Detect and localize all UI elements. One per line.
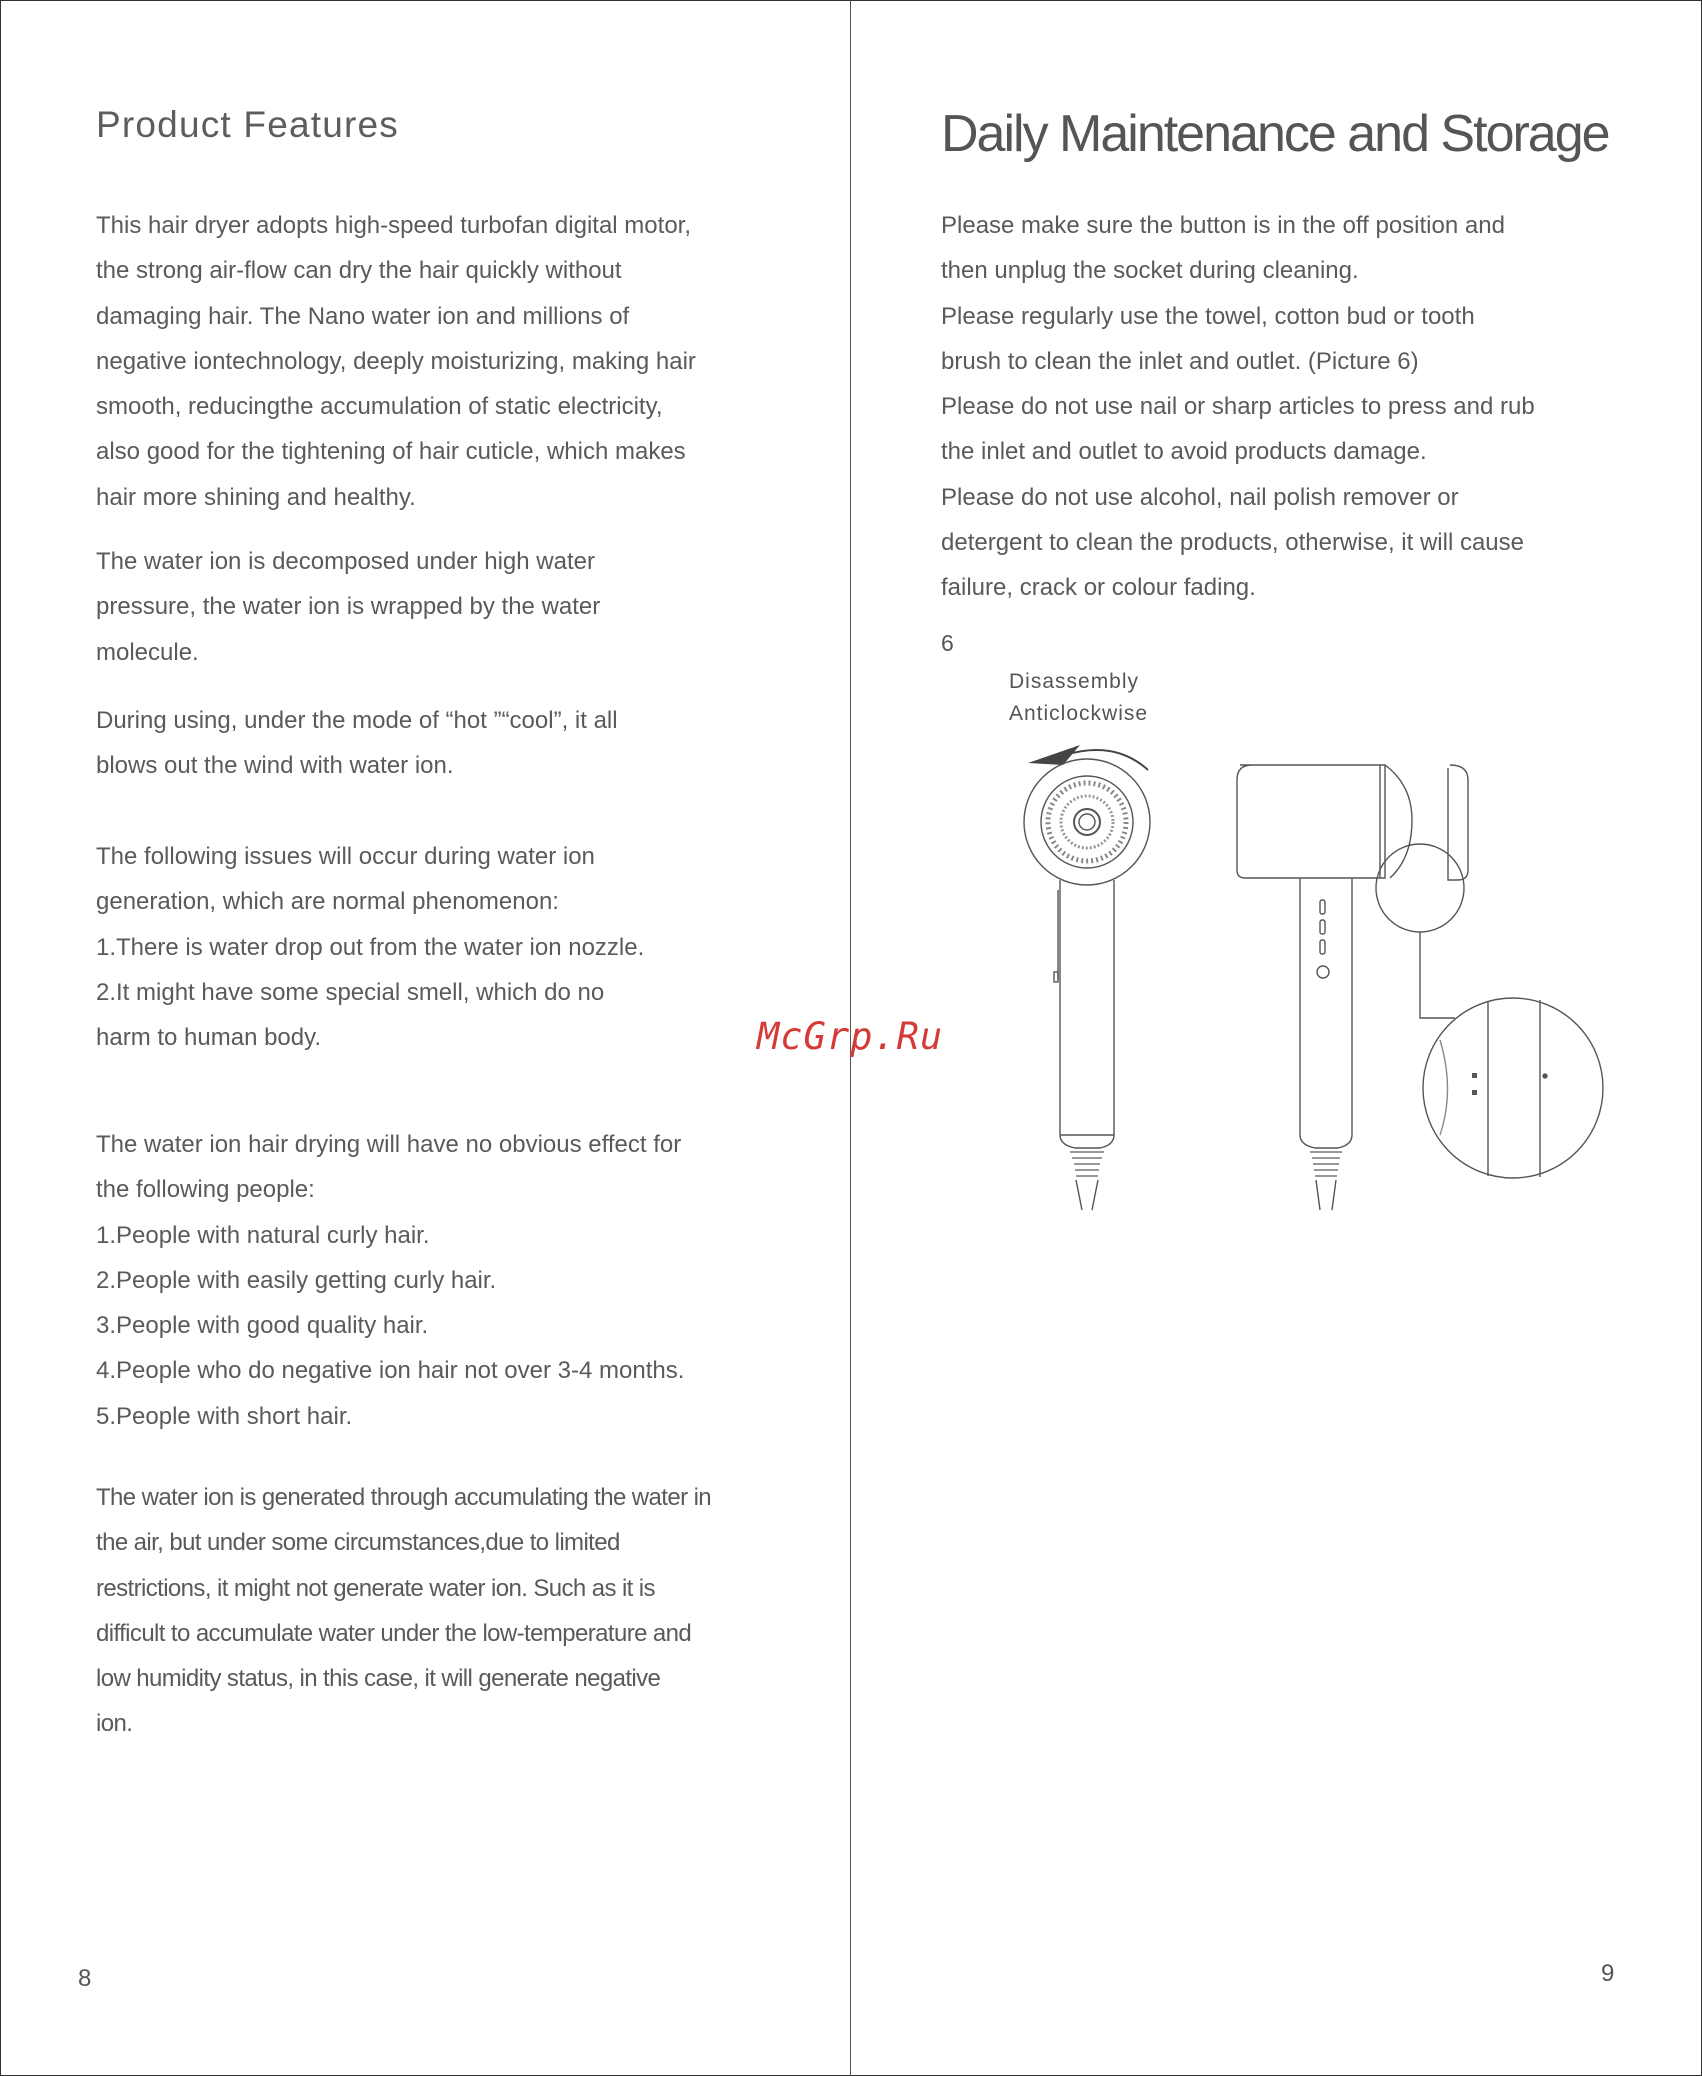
text-line: detergent to clean the products, otherwise, it will cause — [941, 529, 1524, 557]
text-line: then unplug the socket during cleaning. — [941, 257, 1359, 285]
list-item: 1.There is water drop out from the water ion nozzle. — [96, 933, 645, 961]
text-line: brush to clean the inlet and outlet. (Picture 6) — [941, 347, 1419, 375]
right-page-title: Daily Maintenance and Storage — [941, 105, 1609, 163]
paragraph-hot-cool-mode — [96, 698, 752, 789]
text-line: the air, but under some circumstances,due to limited — [96, 1529, 620, 1557]
text-line: difficult to accumulate water under the low-temperature and — [96, 1619, 692, 1647]
text-line: This hair dryer adopts high-speed turbofan digital motor, — [96, 212, 691, 239]
detail-magnifier-callout-icon — [1376, 844, 1603, 1178]
left-page-title: Product Features — [96, 104, 400, 145]
text-line: the inlet and outlet to avoid products damage. — [941, 438, 1427, 466]
hair-dryer-figure — [1000, 740, 1620, 1220]
text-line: ion. — [96, 1710, 133, 1738]
figure-caption — [1009, 666, 1148, 730]
page-number-left: 8 — [78, 1965, 92, 1992]
text-line: failure, crack or colour fading. — [941, 574, 1256, 602]
text-line: harm to human body. — [96, 1024, 322, 1052]
text-line: smooth, reducingthe accumulation of static electricity, — [96, 393, 663, 421]
figure-number: 6 — [941, 630, 954, 656]
caption-anticlockwise: Anticlockwise — [1009, 702, 1149, 725]
text-line: restrictions, it might not generate water ion. Such as it is — [96, 1574, 655, 1602]
anticlockwise-arrow-icon — [1028, 745, 1148, 770]
list-item: 4.People who do negative ion hair not over 3-4 months. — [96, 1357, 685, 1385]
text-line: molecule. — [96, 638, 199, 666]
paragraph-product-description — [96, 203, 752, 520]
paragraph-water-ion-generation — [96, 1475, 763, 1747]
text-line: damaging hair. The Nano water ion and millions of — [96, 302, 630, 330]
paragraph-normal-phenomenon — [96, 834, 752, 1060]
text-line: Please regularly use the towel, cotton bud or tooth — [941, 302, 1475, 330]
list-item: 2.It might have some special smell, which do no — [96, 978, 605, 1006]
text-line: pressure, the water ion is wrapped by the water — [96, 593, 601, 621]
text-line: negative iontechnology, deeply moisturizing, making hair — [96, 347, 696, 375]
paragraph-water-ion-decomposition — [96, 539, 752, 675]
text-line: The water ion hair drying will have no obvious effect for — [96, 1131, 682, 1158]
text-line: the following people: — [96, 1176, 315, 1204]
text-line: The following issues will occur during water ion — [96, 843, 595, 870]
list-item: 5.People with short hair. — [96, 1402, 353, 1430]
text-line: generation, which are normal phenomenon: — [96, 888, 559, 916]
text-line: low humidity status, in this case, it will generate negative — [96, 1665, 661, 1693]
text-line: The water ion is generated through accumulating the water in — [96, 1484, 712, 1511]
watermark-logo: McGrp.Ru — [757, 1015, 944, 1058]
text-line: the strong air-flow can dry the hair quickly without — [96, 257, 622, 285]
text-line: also good for the tightening of hair cuticle, which makes — [96, 438, 686, 466]
text-line: hair more shining and healthy. — [96, 483, 416, 511]
text-line: Please do not use alcohol, nail polish remover or — [941, 483, 1459, 511]
dryer-side-view-icon — [1237, 765, 1468, 1210]
text-line: Please make sure the button is in the off position and — [941, 212, 1505, 239]
caption-disassembly: Disassembly — [1009, 670, 1140, 693]
text-line: During using, under the mode of “hot ”“cool”, it all — [96, 707, 618, 734]
list-item: 3.People with good quality hair. — [96, 1312, 429, 1340]
paragraph-maintenance-instructions — [941, 203, 1609, 611]
text-line: The water ion is decomposed under high water — [96, 548, 595, 575]
list-item: 1.People with natural curly hair. — [96, 1221, 430, 1249]
text-line: blows out the wind with water ion. — [96, 752, 454, 780]
page-number-right: 9 — [1601, 1960, 1615, 1987]
list-item: 2.People with easily getting curly hair. — [96, 1266, 497, 1294]
paragraph-no-effect-people — [96, 1122, 763, 1439]
text-line: Please do not use nail or sharp articles to press and rub — [941, 393, 1535, 421]
dryer-front-view-icon — [1024, 759, 1150, 1210]
